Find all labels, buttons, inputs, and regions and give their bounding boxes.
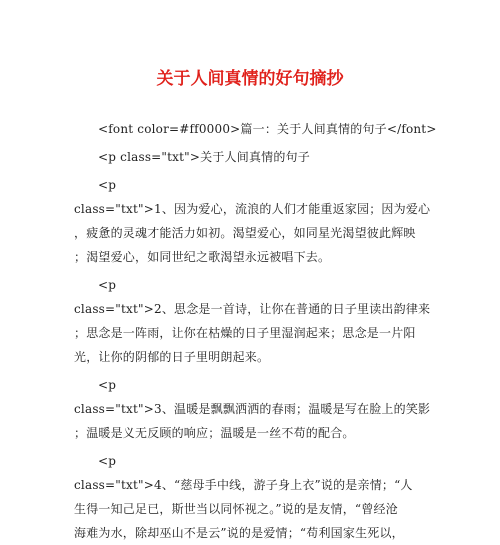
text-line: class="txt">2、思念是一首诗，让你在普通的日子里读出韵律来 <box>74 302 431 316</box>
document-body <box>74 117 437 545</box>
text-line: ；思念是一阵雨，让你在枯燥的日子里湿润起来；思念是一片阳 <box>74 326 416 340</box>
text-line: 海难为水，除却巫山不是云”说的是爱情；“苟利国家生死以， <box>74 526 404 540</box>
text-line: ；温暖是义无反顾的响应；温暖是一丝不苟的配合。 <box>74 426 355 440</box>
text-line: <p <box>98 454 117 468</box>
text-line: <font color=#ff0000>篇一：关于人间真情的句子</font> <box>98 122 437 136</box>
text-line: ，疲惫的灵魂才能活力如初。渴望爱心，如同星光渴望彼此辉映 <box>74 226 416 240</box>
text-line: <p <box>98 278 117 292</box>
text-line: class="txt">1、因为爱心，流浪的人们才能重返家园；因为爱心 <box>74 202 431 216</box>
text-line: class="txt">3、温暖是飘飘洒洒的春雨；温暖是写在脸上的笑影 <box>74 402 431 416</box>
text-line: 光，让你的阴郁的日子里明朗起来。 <box>74 350 270 364</box>
document-title: 关于人间真情的好句摘抄 <box>156 69 344 89</box>
text-line: class="txt">4、“慈母手中线，游子身上衣”说的是亲情；“人 <box>74 478 413 492</box>
text-line: 生得一知己足已，斯世当以同怀视之。”说的是友情，“曾经沧 <box>74 502 398 516</box>
text-line: <p class="txt">关于人间真情的句子 <box>98 150 310 164</box>
text-line: ；渴望爱心，如同世纪之歌渴望永远被唱下去。 <box>74 250 331 264</box>
text-line: <p <box>98 178 117 192</box>
text-line: <p <box>98 378 117 392</box>
